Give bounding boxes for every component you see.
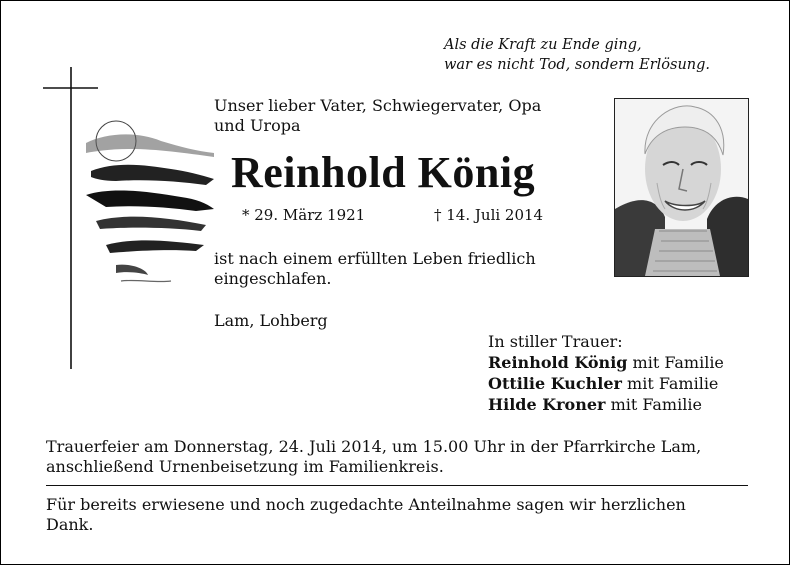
passing-line-2: eingeschlafen. [214,269,332,288]
funeral-line-1: Trauerfeier am Donnerstag, 24. Juli 2014, um 15.00 Uhr in der Pfarrkirche Lam, [46,437,702,456]
mourner-name: Hilde Kroner [488,395,606,414]
mourner-suffix: mit Familie [610,395,702,414]
mourner-suffix: mit Familie [632,353,724,372]
mourners-list [488,331,768,415]
mourner-name: Reinhold König [488,353,628,372]
death-date: † 14. Juli 2014 [434,206,544,224]
mourners-heading: In stiller Trauer: [488,332,623,351]
birth-date: * 29. März 1921 [242,206,366,224]
passing-line-1: ist nach einem erfüllten Leben friedlich [214,249,536,268]
thanks-text [46,495,756,535]
intro-line-1: Unser lieber Vater, Schwiegervater, Opa [214,96,542,115]
portrait-image [615,99,748,276]
mourner-entry [488,352,768,373]
thanks-line-1: Für bereits erwiesene und noch zugedachte Anteilnahme sagen wir herzlichen [46,495,686,514]
intro-text [214,96,594,136]
portrait-photo [614,98,749,277]
funeral-details [46,437,756,477]
moon-landscape-illustration [86,113,216,293]
thanks-line-2: Dank. [46,515,94,534]
mourner-entry [488,373,768,394]
deceased-name: Reinhold König [231,148,536,197]
divider [46,485,748,486]
quote-line-1: Als die Kraft zu Ende ging, [444,37,642,53]
place-names: Lam, Lohberg [214,311,328,330]
memorial-quote [444,35,764,75]
funeral-line-2: anschließend Urnenbeisetzung im Familienkreis. [46,457,444,476]
intro-line-2: und Uropa [214,116,301,135]
quote-line-2: war es nicht Tod, sondern Erlösung. [444,57,711,73]
passing-text [214,249,584,289]
mourner-name: Ottilie Kuchler [488,374,622,393]
mourner-suffix: mit Familie [627,374,719,393]
mourner-entry [488,394,768,415]
